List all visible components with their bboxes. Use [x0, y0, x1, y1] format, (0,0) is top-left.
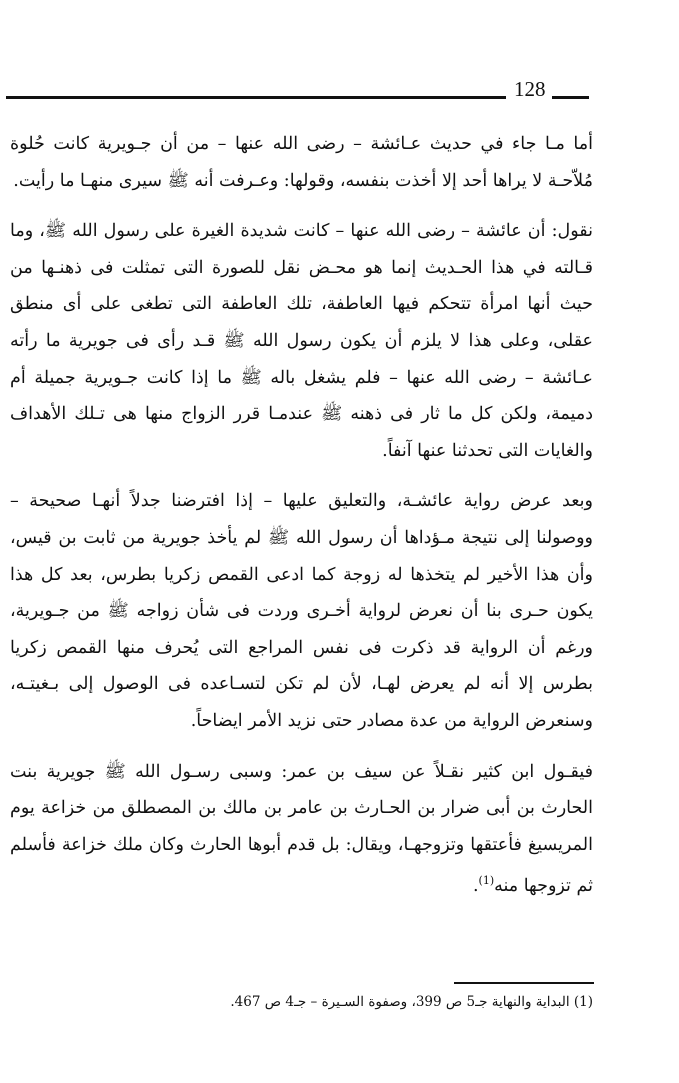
footnote-separator [454, 982, 594, 984]
footnote-reference: (1) [478, 874, 495, 888]
paragraph-text: وبعد عرض رواية عائشـة، والتعليق عليها – إذا افترضنا جدلاً أنهـا صحيحة – ووصولنا إلى نتيجة مـؤداها أن رسول الله ﷺ لم يأخذ جويرية من ثابت بن قيس، وأن هذا الأخير لم يتخذها له زوجة كما ادعى القمص زكريا بطرس، بعد كل هذا يكون حـرى بنا أن نعرض لرواية أخـرى وردت فى شأن زواجه ﷺ من جـويرية، ورغم أن الرواية قد ذكرت فى نفس المراجع التى يُحرف منها القمص زكريا بطرس إلا أنه لم يعرض لهـا، لأن لم تكن لتسـاعده فى الوصول إلى بـغيتـه، وسنعرض الرواية من عدة مصادر حتى نزيد الأمر ايضاحاً. [10, 491, 593, 731]
footnote: (1) البداية والنهاية جـ5 ص 399، وصفوة السـيرة – جـ4 ص 467. [230, 994, 593, 1010]
paragraph-text: فيقـول ابن كثير نقـلاً عن سيف بن عمر: وسبى رسـول الله ﷺ جويرية بنت الحارث بن أبى ضرار بن الحـارث بن عامر بن مالك بن المصطلق من خزاعة يوم المريسيغ فأعتقها وتزوجهـا، ويقال: بل قدم أبوها الحارث وكان ملك خزاعة فأسلم ثم تزوجها منه [10, 761, 593, 897]
body-text [10, 126, 593, 919]
header-rule-right [552, 96, 589, 99]
paragraph-2 [10, 213, 593, 469]
paragraph-3 [10, 483, 593, 739]
paragraph-text: نقول: أن عائشة – رضى الله عنها – كانت شديدة الغيرة على رسول الله ﷺ، وما قـالته في هذا الحـديث إنما هو محـض نقل للصورة التى تمثلت فى ذهنـها من حيث أنها امرأة تتحكم فيها العاطفة، تلك العاطفة التى تطغى على أى منطق عقلى، وعلى هذا لا يلزم أن يكون رسول الله ﷺ قـد رأى فى جويرية ما رأته عـائشة – رضى الله عنها – فلم يشغل باله ﷺ ما إذا كانت جـويرية جميلة أم دميمة، ولكن كل ما ثار فى ذهنه ﷺ عندمـا قرر الزواج منها هى تـلك الأهداف والغايات التى تحدثنا عنها آنفاً. [10, 221, 593, 461]
paragraph-4 [10, 754, 593, 905]
page-number: 128 [514, 77, 546, 101]
header-rule-left [6, 96, 506, 99]
paragraph-1 [10, 126, 593, 199]
paragraph-text: أما مـا جاء في حديث عـائشة – رضى الله عنها – من أن جـويرية كانت حُلوة مُلاّحـة لا يراها أحد إلا أخذت بنفسه، وقولها: وعـرفت أنه ﷺ سيرى منهـا ما رأيت. [10, 134, 593, 191]
paragraph-end-mark: . [472, 876, 479, 897]
